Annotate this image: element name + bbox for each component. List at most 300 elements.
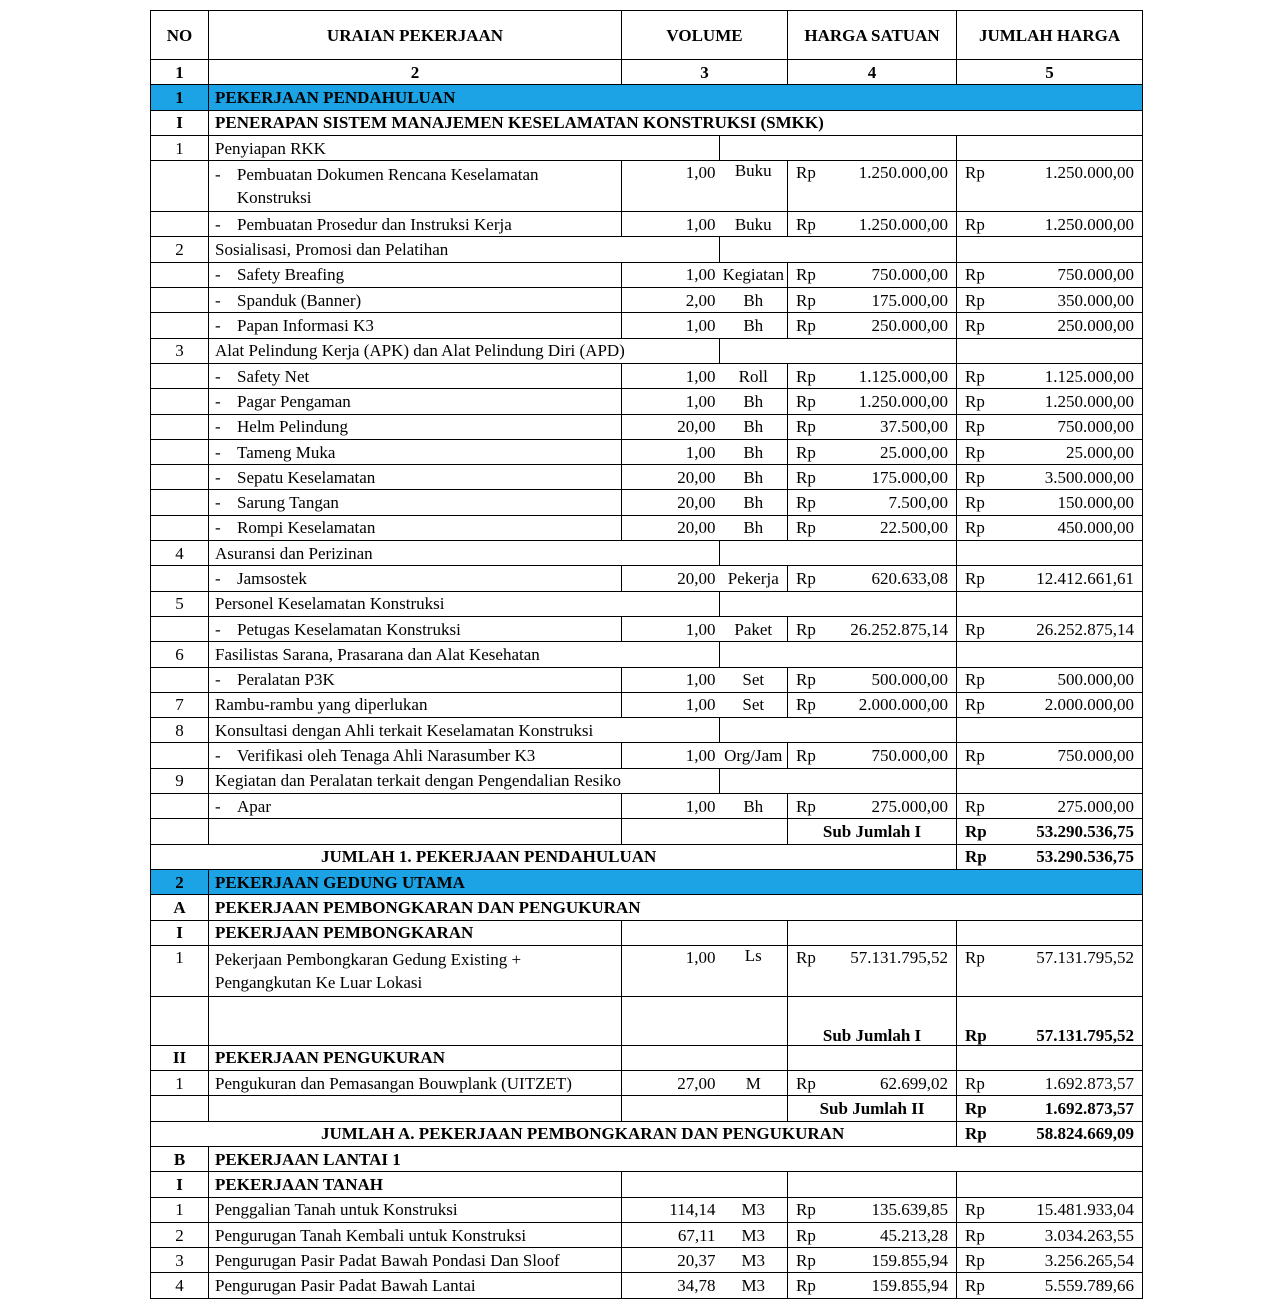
row-number (151, 363, 209, 388)
item-description (209, 212, 622, 237)
currency-label: Rp (957, 439, 995, 464)
currency-label: Rp (957, 616, 995, 641)
item-unit: Bh (720, 465, 788, 490)
item-label: Helm Pelindung (237, 417, 348, 437)
item-unit-price: 57.131.795,52 (826, 945, 957, 996)
item-row (151, 1273, 1143, 1298)
row-number: 1 (151, 945, 209, 996)
item-total: 450.000,00 (995, 515, 1143, 540)
currency-label: Rp (957, 794, 995, 819)
empty-cell (957, 338, 1143, 363)
item-total: 12.412.661,61 (995, 566, 1143, 591)
item-total: 150.000,00 (995, 490, 1143, 515)
bullet-dash: - (215, 265, 221, 285)
item-unit-price: 175.000,00 (826, 465, 957, 490)
item-volume: 1,00 (622, 667, 720, 692)
item-row (151, 288, 1143, 313)
currency-label: Rp (788, 1273, 826, 1298)
currency-label: Rp (788, 1071, 826, 1096)
item-label: Pembuatan Dokumen Rencana Keselamatan Konstruksi (236, 165, 539, 208)
item-unit-price: 159.855,94 (826, 1248, 957, 1273)
empty-cell (720, 541, 957, 566)
item-description (209, 465, 622, 490)
item-row (151, 616, 1143, 641)
item-total: 1.250.000,00 (995, 212, 1143, 237)
header-jumlah-harga: JUMLAH HARGA (957, 11, 1143, 60)
item-description-wrap (215, 518, 615, 537)
empty-cell (788, 1172, 957, 1197)
item-unit: M3 (720, 1197, 788, 1222)
total-label: JUMLAH 1. PEKERJAAN PENDAHULUAN (151, 844, 957, 869)
item-row (151, 743, 1143, 768)
subtotal-label: Sub Jumlah I (788, 819, 957, 844)
item-volume: 2,00 (622, 288, 720, 313)
item-label: Apar (237, 796, 271, 816)
empty-cell (209, 996, 622, 1045)
item-total: 1.250.000,00 (995, 389, 1143, 414)
item-volume: 20,37 (622, 1248, 720, 1273)
item-description-wrap (215, 367, 615, 386)
item-unit: M3 (720, 1273, 788, 1298)
currency-label: Rp (788, 515, 826, 540)
empty-cell (957, 591, 1143, 616)
subtotal-amount: 53.290.536,75 (995, 819, 1143, 844)
currency-label: Rp (957, 363, 995, 388)
item-description-wrap (215, 670, 615, 689)
bullet-dash: - (215, 391, 221, 411)
empty-cell (151, 1096, 209, 1121)
currency-label: Rp (957, 819, 995, 844)
item-description-wrap (215, 569, 615, 588)
currency-label: Rp (957, 566, 995, 591)
group-title: PEKERJAAN PEMBONGKARAN DAN PENGUKURAN (209, 895, 1143, 920)
currency-label: Rp (957, 414, 995, 439)
row-number: 4 (151, 1273, 209, 1298)
bullet-dash: - (215, 290, 221, 310)
item-total: 26.252.875,14 (995, 616, 1143, 641)
item-row (151, 945, 1143, 996)
subgroup-row (151, 718, 1143, 743)
total-amount: 53.290.536,75 (995, 844, 1143, 869)
item-volume: 1,00 (622, 439, 720, 464)
currency-label: Rp (957, 1096, 995, 1121)
item-unit: Bh (720, 439, 788, 464)
item-description: Penggalian Tanah untuk Konstruksi (209, 1197, 622, 1222)
item-unit: M3 (720, 1248, 788, 1273)
item-unit-price: 175.000,00 (826, 288, 957, 313)
row-number: 9 (151, 768, 209, 793)
item-description (209, 743, 622, 768)
group-title: PEKERJAAN TANAH (209, 1172, 622, 1197)
item-description: Pengurugan Pasir Padat Bawah Pondasi Dan Sloof (209, 1248, 622, 1273)
table-body (151, 11, 1143, 1299)
item-description (209, 439, 622, 464)
currency-label: Rp (957, 288, 995, 313)
bullet-dash: - (215, 796, 221, 816)
currency-label: Rp (788, 439, 826, 464)
item-total: 1.125.000,00 (995, 363, 1143, 388)
item-description (209, 363, 622, 388)
item-description (209, 794, 622, 819)
row-number (151, 389, 209, 414)
item-volume: 114,14 (622, 1197, 720, 1222)
item-row (151, 439, 1143, 464)
currency-label: Rp (788, 288, 826, 313)
bullet-dash: - (215, 746, 221, 766)
currency-label: Rp (957, 1273, 995, 1298)
group-row (151, 1146, 1143, 1171)
bullet-dash: - (215, 467, 221, 487)
item-volume: 20,00 (622, 515, 720, 540)
item-unit: Roll (720, 363, 788, 388)
item-unit-price: 45.213,28 (826, 1222, 957, 1247)
row-number (151, 414, 209, 439)
subgroup-row (151, 591, 1143, 616)
subgroup-title: Fasilistas Sarana, Prasarana dan Alat Kesehatan (209, 642, 720, 667)
item-total: 275.000,00 (995, 794, 1143, 819)
row-number: 1 (151, 1071, 209, 1096)
currency-label: Rp (957, 692, 995, 717)
bullet-dash: - (215, 619, 221, 639)
empty-cell (622, 1096, 788, 1121)
empty-cell (151, 996, 209, 1045)
bullet-dash: - (215, 442, 221, 462)
item-description: Pengurugan Tanah Kembali untuk Konstruksi (209, 1222, 622, 1247)
rab-table (150, 10, 1143, 1299)
item-label: Sarung Tangan (237, 493, 339, 513)
item-description: Pengukuran dan Pemasangan Bouwplank (UITZET) (209, 1071, 622, 1096)
item-unit: Bh (720, 288, 788, 313)
item-volume: 1,00 (622, 313, 720, 338)
item-total: 750.000,00 (995, 414, 1143, 439)
group-row (151, 110, 1143, 135)
item-description (209, 262, 622, 287)
item-description-wrap (215, 163, 615, 209)
item-label: Safety Breafing (237, 265, 345, 285)
row-number: 3 (151, 1248, 209, 1273)
item-total: 750.000,00 (995, 743, 1143, 768)
row-number: 2 (151, 1222, 209, 1247)
item-label: Rompi Keselamatan (237, 518, 376, 538)
item-volume: 1,00 (622, 743, 720, 768)
item-volume: 20,00 (622, 414, 720, 439)
currency-label: Rp (788, 667, 826, 692)
item-volume: 67,11 (622, 1222, 720, 1247)
item-label: Pagar Pengaman (237, 391, 351, 411)
item-volume: 1,00 (622, 794, 720, 819)
item-total: 350.000,00 (995, 288, 1143, 313)
row-number (151, 288, 209, 313)
item-unit-price: 26.252.875,14 (826, 616, 957, 641)
subgroup-title: Personel Keselamatan Konstruksi (209, 591, 720, 616)
header-uraian: URAIAN PEKERJAAN (209, 11, 622, 60)
item-label: Verifikasi oleh Tenaga Ahli Narasumber K3 (237, 746, 536, 766)
currency-label: Rp (788, 743, 826, 768)
item-volume: 1,00 (622, 389, 720, 414)
item-unit-price: 37.500,00 (826, 414, 957, 439)
row-number: 1 (151, 135, 209, 160)
row-number: 1 (151, 1197, 209, 1222)
empty-cell (720, 237, 957, 262)
item-total: 750.000,00 (995, 262, 1143, 287)
currency-label: Rp (788, 490, 826, 515)
item-unit: Bh (720, 414, 788, 439)
currency-label: Rp (788, 363, 826, 388)
subgroup-row (151, 237, 1143, 262)
item-description-wrap (215, 620, 615, 639)
column-number: 4 (788, 60, 957, 85)
item-description (209, 566, 622, 591)
currency-label: Rp (788, 566, 826, 591)
currency-label: Rp (957, 945, 995, 996)
item-description-wrap (215, 316, 615, 335)
column-number: 5 (957, 60, 1143, 85)
item-row (151, 1071, 1143, 1096)
subtotal-row (151, 1096, 1143, 1121)
item-volume: 1,00 (622, 262, 720, 287)
item-unit: Bh (720, 490, 788, 515)
item-row (151, 161, 1143, 212)
subgroup-row (151, 135, 1143, 160)
subgroup-title: Asuransi dan Perizinan (209, 541, 720, 566)
empty-cell (957, 642, 1143, 667)
item-volume: 27,00 (622, 1071, 720, 1096)
subgroup-title: Sosialisasi, Promosi dan Pelatihan (209, 237, 720, 262)
item-unit-price: 1.125.000,00 (826, 363, 957, 388)
currency-label: Rp (788, 414, 826, 439)
bullet-dash: - (215, 493, 221, 513)
item-row (151, 313, 1143, 338)
bullet-dash: - (215, 568, 221, 588)
item-unit-price: 22.500,00 (826, 515, 957, 540)
item-total: 1.692.873,57 (995, 1071, 1143, 1096)
currency-label: Rp (788, 945, 826, 996)
group-row (151, 920, 1143, 945)
item-description (209, 313, 622, 338)
currency-label: Rp (788, 616, 826, 641)
row-number: 4 (151, 541, 209, 566)
item-label: Sepatu Keselamatan (237, 467, 376, 487)
item-description-wrap (215, 215, 615, 234)
item-total: 250.000,00 (995, 313, 1143, 338)
item-unit-price: 620.633,08 (826, 566, 957, 591)
section-title: PEKERJAAN PENDAHULUAN (209, 85, 1143, 110)
currency-label: Rp (957, 1222, 995, 1247)
item-description (209, 616, 622, 641)
item-label: Petugas Keselamatan Konstruksi (237, 619, 461, 639)
row-number: A (151, 895, 209, 920)
item-unit-price: 62.699,02 (826, 1071, 957, 1096)
item-volume: 20,00 (622, 566, 720, 591)
item-row (151, 1248, 1143, 1273)
empty-cell (957, 920, 1143, 945)
currency-label: Rp (957, 1121, 995, 1146)
item-label: Papan Informasi K3 (237, 316, 374, 336)
empty-cell (622, 1172, 788, 1197)
row-number: 5 (151, 591, 209, 616)
subgroup-row (151, 642, 1143, 667)
row-number (151, 465, 209, 490)
item-row (151, 490, 1143, 515)
currency-label: Rp (788, 161, 826, 212)
item-unit: Ls (720, 945, 788, 996)
currency-label: Rp (788, 389, 826, 414)
item-description-wrap (215, 443, 615, 462)
empty-cell (622, 996, 788, 1045)
subgroup-row (151, 541, 1143, 566)
item-description-wrap (215, 493, 615, 512)
item-description: Pekerjaan Pembongkaran Gedung Existing + Pengangkutan Ke Luar Lokasi (209, 945, 622, 996)
empty-cell (151, 819, 209, 844)
currency-label: Rp (788, 1248, 826, 1273)
item-unit: Kegiatan (720, 262, 788, 287)
empty-cell (957, 135, 1143, 160)
row-number (151, 743, 209, 768)
group-title: PEKERJAAN LANTAI 1 (209, 1146, 1143, 1171)
total-row (151, 844, 1143, 869)
subtotal-row (151, 819, 1143, 844)
row-number: 1 (151, 85, 209, 110)
item-volume: 34,78 (622, 1273, 720, 1298)
empty-cell (720, 338, 957, 363)
currency-label: Rp (957, 161, 995, 212)
item-description-wrap (215, 291, 615, 310)
row-number (151, 313, 209, 338)
empty-cell (720, 591, 957, 616)
item-unit: Set (720, 692, 788, 717)
item-row (151, 794, 1143, 819)
empty-cell (622, 1045, 788, 1070)
item-unit: Set (720, 667, 788, 692)
item-unit-price: 2.000.000,00 (826, 692, 957, 717)
item-row (151, 515, 1143, 540)
item-unit-price: 500.000,00 (826, 667, 957, 692)
group-title: PEKERJAAN PEMBONGKARAN (209, 920, 622, 945)
item-description (209, 161, 622, 212)
currency-label: Rp (957, 743, 995, 768)
section-row (151, 85, 1143, 110)
item-unit: Bh (720, 389, 788, 414)
currency-label: Rp (957, 515, 995, 540)
item-unit-price: 250.000,00 (826, 313, 957, 338)
item-description: Rambu-rambu yang diperlukan (209, 692, 622, 717)
group-row (151, 1045, 1143, 1070)
item-row (151, 389, 1143, 414)
total-row (151, 1121, 1143, 1146)
section-title: PEKERJAAN GEDUNG UTAMA (209, 869, 1143, 894)
row-number (151, 794, 209, 819)
item-volume: 1,00 (622, 692, 720, 717)
item-description: Pengurugan Pasir Padat Bawah Lantai (209, 1273, 622, 1298)
row-number (151, 667, 209, 692)
section-row (151, 869, 1143, 894)
item-unit-price: 135.639,85 (826, 1197, 957, 1222)
subtotal-row (151, 996, 1143, 1045)
column-number: 1 (151, 60, 209, 85)
item-volume: 1,00 (622, 363, 720, 388)
column-number: 2 (209, 60, 622, 85)
item-total: 25.000,00 (995, 439, 1143, 464)
item-unit: Buku (720, 161, 788, 212)
column-number-row (151, 60, 1143, 85)
currency-label: Rp (957, 212, 995, 237)
item-description-wrap (215, 797, 615, 816)
header-harga-satuan: HARGA SATUAN (788, 11, 957, 60)
currency-label: Rp (957, 1248, 995, 1273)
item-total: 3.034.263,55 (995, 1222, 1143, 1247)
empty-cell (788, 1045, 957, 1070)
item-unit-price: 7.500,00 (826, 490, 957, 515)
row-number: B (151, 1146, 209, 1171)
item-description (209, 667, 622, 692)
item-unit: Buku (720, 212, 788, 237)
bullet-dash: - (215, 366, 221, 386)
item-unit-price: 25.000,00 (826, 439, 957, 464)
item-unit: M (720, 1071, 788, 1096)
subgroup-title: Konsultasi dengan Ahli terkait Keselamatan Konstruksi (209, 718, 720, 743)
currency-label: Rp (788, 313, 826, 338)
subtotal-amount: 57.131.795,52 (995, 996, 1143, 1045)
total-label: JUMLAH A. PEKERJAAN PEMBONGKARAN DAN PENGUKURAN (151, 1121, 957, 1146)
header-row (151, 11, 1143, 60)
item-volume: 20,00 (622, 490, 720, 515)
row-number (151, 616, 209, 641)
currency-label: Rp (957, 313, 995, 338)
bullet-dash: - (215, 670, 221, 690)
item-description (209, 515, 622, 540)
item-unit-price: 1.250.000,00 (826, 212, 957, 237)
group-row (151, 1172, 1143, 1197)
item-unit: Org/Jam (720, 743, 788, 768)
row-number (151, 566, 209, 591)
item-description (209, 288, 622, 313)
item-unit-price: 275.000,00 (826, 794, 957, 819)
item-unit: Bh (720, 515, 788, 540)
item-description (209, 414, 622, 439)
header-volume: VOLUME (622, 11, 788, 60)
currency-label: Rp (788, 1222, 826, 1247)
item-total: 500.000,00 (995, 667, 1143, 692)
subgroup-title: Kegiatan dan Peralatan terkait dengan Pengendalian Resiko (209, 768, 720, 793)
item-total: 15.481.933,04 (995, 1197, 1143, 1222)
currency-label: Rp (957, 667, 995, 692)
subtotal-label: Sub Jumlah II (788, 1096, 957, 1121)
currency-label: Rp (788, 794, 826, 819)
item-row (151, 262, 1143, 287)
item-row (151, 1222, 1143, 1247)
currency-label: Rp (957, 389, 995, 414)
empty-cell (209, 1096, 622, 1121)
item-unit: Pekerja (720, 566, 788, 591)
group-title: PEKERJAAN PENGUKURAN (209, 1045, 622, 1070)
currency-label: Rp (788, 212, 826, 237)
item-total: 1.250.000,00 (995, 161, 1143, 212)
subgroup-row (151, 768, 1143, 793)
row-number: 3 (151, 338, 209, 363)
empty-cell (720, 718, 957, 743)
item-label: Peralatan P3K (237, 670, 335, 690)
row-number: I (151, 920, 209, 945)
row-number (151, 515, 209, 540)
item-total: 2.000.000,00 (995, 692, 1143, 717)
empty-cell (720, 768, 957, 793)
subtotal-amount: 1.692.873,57 (995, 1096, 1143, 1121)
column-number: 3 (622, 60, 788, 85)
item-label: Safety Net (237, 366, 310, 386)
subgroup-title: Alat Pelindung Kerja (APK) dan Alat Pelindung Diri (APD) (209, 338, 720, 363)
empty-cell (957, 718, 1143, 743)
row-number (151, 262, 209, 287)
